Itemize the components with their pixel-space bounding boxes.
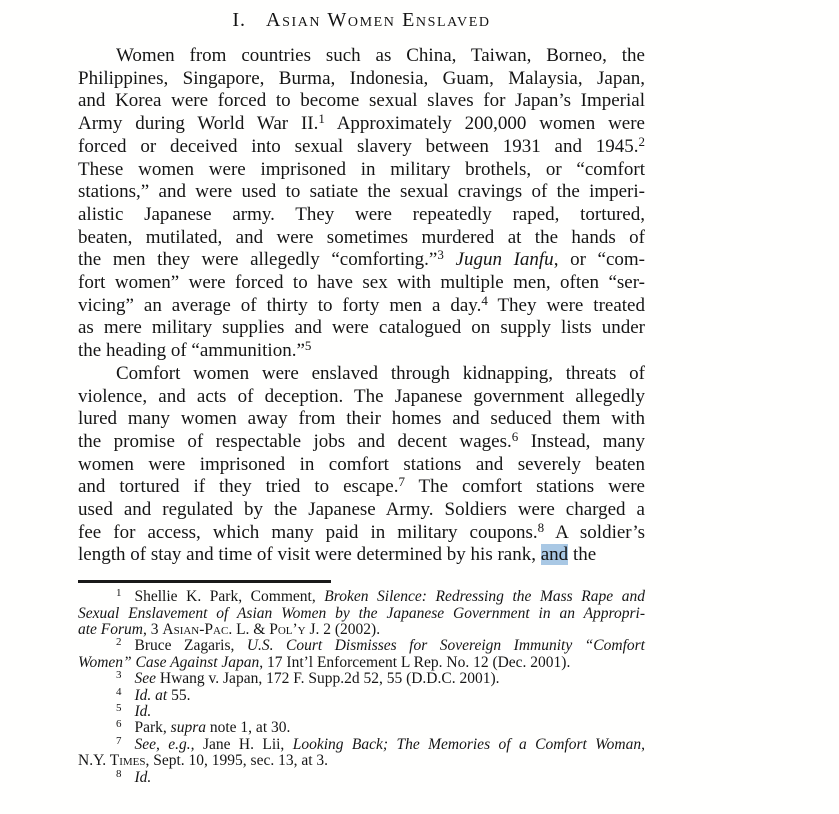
text-run: the promise of respectable jobs and decent wages. <box>78 430 512 452</box>
text-line <box>78 704 645 720</box>
text-line <box>78 720 645 736</box>
text-run: The comfort stations were <box>404 476 645 498</box>
text-run: violence, and acts of deception. The Japanese government allegedly <box>78 385 645 407</box>
footnote-marker: 6 <box>116 718 122 731</box>
paragraph <box>78 45 645 363</box>
text-run: These women were imprisoned in military brothels, or “comfort <box>78 158 645 180</box>
text-line <box>78 734 645 753</box>
text-run: Id. at <box>134 686 168 704</box>
footnote-marker: 1 <box>116 587 122 600</box>
text-line <box>78 476 645 499</box>
footnote-ref: 8 <box>537 519 545 535</box>
text-line <box>78 655 645 671</box>
text-line <box>78 519 645 545</box>
text-line <box>78 159 645 182</box>
footnote <box>78 734 645 770</box>
text-run: Women” Case Against Japan <box>78 653 260 671</box>
footnotes <box>78 589 645 786</box>
text-column <box>78 0 645 786</box>
section-numeral: I. <box>232 9 247 31</box>
text-run: Broken Silence: Redressing the Mass Rape and <box>324 588 645 606</box>
text-run: See, e.g., <box>134 735 195 753</box>
text-run: N.Y. Times <box>78 752 146 770</box>
text-run: supra <box>170 719 206 737</box>
text-run: Shellie K. Park, Comment, <box>134 588 325 606</box>
text-run: the heading of “ammunition.” <box>78 340 305 362</box>
text-line <box>78 685 645 704</box>
footnote-ref: 4 <box>481 292 488 308</box>
footnote-marker: 5 <box>116 702 122 715</box>
footnote-ref: 1 <box>318 111 325 127</box>
text-run: used and regulated by the Japanese Army. Soldiers were charged a <box>78 499 645 521</box>
text-run: Asian-Pac. L. & Pol’y J. <box>162 620 320 638</box>
text-line <box>78 606 645 622</box>
text-run: fee for access, which many paid in military coupons. <box>78 521 538 543</box>
text-run: and tortured if they tried to escape. <box>78 476 399 498</box>
text-run: lured many women away from their homes and seduced them with <box>78 408 645 430</box>
text-run: forced or deceived into sexual slavery between 1931 and 1945. <box>78 135 639 157</box>
footnote-ref: 2 <box>638 133 645 149</box>
text-line <box>78 363 645 386</box>
footnote <box>78 704 645 720</box>
text-run: length of stay and time of visit were determined by his rank, <box>78 544 541 566</box>
text-line <box>78 386 645 409</box>
text-run: beaten, mutilated, and were sometimes murdered at the hands of <box>78 226 645 248</box>
section-title: Asian Women Enslaved <box>266 9 491 31</box>
footnote <box>78 589 645 638</box>
footnote-separator <box>78 580 331 583</box>
text-run: , 17 Int’l Enforcement L Rep. No. 12 (Dec. 2001). <box>259 653 571 671</box>
footnote <box>78 767 645 786</box>
footnote <box>78 638 645 671</box>
text-run: , Sept. 10, 1995, sec. 13, at 3. <box>145 752 329 770</box>
text-run: the men they were allegedly “comforting.” <box>78 249 438 271</box>
footnote-ref: 5 <box>304 338 312 354</box>
text-run: Army during World War II. <box>78 113 319 135</box>
text-run: , 3 <box>143 620 163 638</box>
text-run: Looking Back; The Memories of a Comfort Woman, <box>292 735 645 753</box>
text-run: They were treated <box>487 294 645 316</box>
footnote-marker: 3 <box>116 669 122 682</box>
text-run: ate Forum <box>78 620 144 638</box>
footnote-marker: 8 <box>116 767 122 780</box>
text-run: Approximately 200,000 women were <box>324 113 645 135</box>
text-line <box>78 499 645 522</box>
paragraph <box>78 363 645 567</box>
text-run: , or “com- <box>553 249 645 271</box>
text-run: Id. <box>134 768 152 786</box>
text-run: Jugun Ianfu <box>455 249 554 271</box>
text-run: stations,” and were used to satiate the sexual cravings of the imperi- <box>78 181 645 203</box>
text-run: A soldier’s <box>544 521 645 543</box>
text-line <box>78 454 645 477</box>
text-run: fort women” were forced to have sex with multiple men, often “ser- <box>78 272 645 294</box>
text-line <box>78 428 645 454</box>
text-line <box>78 671 645 687</box>
text-line <box>78 133 645 159</box>
text-run: note 1, at 30. <box>206 719 291 737</box>
selection-highlight: and <box>540 544 569 566</box>
text-line <box>78 181 645 204</box>
text-line <box>78 317 645 340</box>
text-line <box>78 638 645 654</box>
text-run: as mere military supplies and were catalogued on supply lists under <box>78 317 645 339</box>
footnote-ref: 6 <box>511 428 519 444</box>
text-run: Park, <box>134 719 171 737</box>
text-run: Sexual Enslavement of Asian Women by the Japanese Government in an Appropri- <box>78 604 645 622</box>
footnote <box>78 671 645 687</box>
text-run: See <box>134 670 157 688</box>
text-run: women were imprisoned in comfort stations and severely beaten <box>78 453 645 475</box>
text-line <box>78 408 645 431</box>
text-line <box>78 292 645 318</box>
text-line <box>78 249 645 272</box>
text-run: Jane H. Lii, <box>194 735 293 753</box>
text-run: 55. <box>167 686 191 704</box>
text-line <box>78 204 645 227</box>
text-run: 2 (2002). <box>319 620 381 638</box>
text-line <box>78 113 645 136</box>
text-run: alistic Japanese army. They were repeatedly raped, tortured, <box>78 203 645 225</box>
text-run: the <box>568 544 597 566</box>
footnote-ref: 3 <box>437 247 444 263</box>
text-line <box>78 272 645 295</box>
footnote-marker: 4 <box>116 685 122 698</box>
text-line <box>78 544 645 567</box>
body-text <box>78 45 645 567</box>
text-line <box>78 589 645 605</box>
text-run: and Korea were forced to become sexual slaves for Japan’s Imperial <box>78 90 645 112</box>
section-heading <box>78 9 645 32</box>
text-line <box>78 45 645 68</box>
text-line <box>78 227 645 250</box>
text-line <box>78 767 645 786</box>
footnote <box>78 685 645 704</box>
text-run: Hwang v. Japan, 172 F. Supp.2d 52, 55 (D.D.C. 2001). <box>156 670 500 688</box>
footnote-marker: 7 <box>116 734 122 747</box>
text-run: Women from countries such as China, Taiwan, Borneo, the <box>116 45 645 66</box>
text-line <box>78 753 645 769</box>
text-line <box>78 622 645 638</box>
text-run: vicing” an average of thirty to forty men a day. <box>78 294 482 316</box>
text-line <box>78 90 645 113</box>
text-run: Comfort women were enslaved through kidnapping, threats of <box>116 362 645 384</box>
text-line <box>78 340 645 363</box>
text-line <box>78 68 645 91</box>
footnote <box>78 720 645 736</box>
text-run: Instead, many <box>518 430 645 452</box>
footnote-marker: 2 <box>116 636 122 649</box>
text-run: Philippines, Singapore, Burma, Indonesia, Guam, Malaysia, Japan, <box>78 67 645 89</box>
text-run: U.S. Court Dismisses for Sovereign Immunity “Comfort <box>246 637 645 655</box>
text-run <box>444 249 456 270</box>
text-run: Id. <box>134 703 152 721</box>
text-run: Bruce Zagaris, <box>134 637 247 655</box>
footnote-ref: 7 <box>398 474 405 490</box>
